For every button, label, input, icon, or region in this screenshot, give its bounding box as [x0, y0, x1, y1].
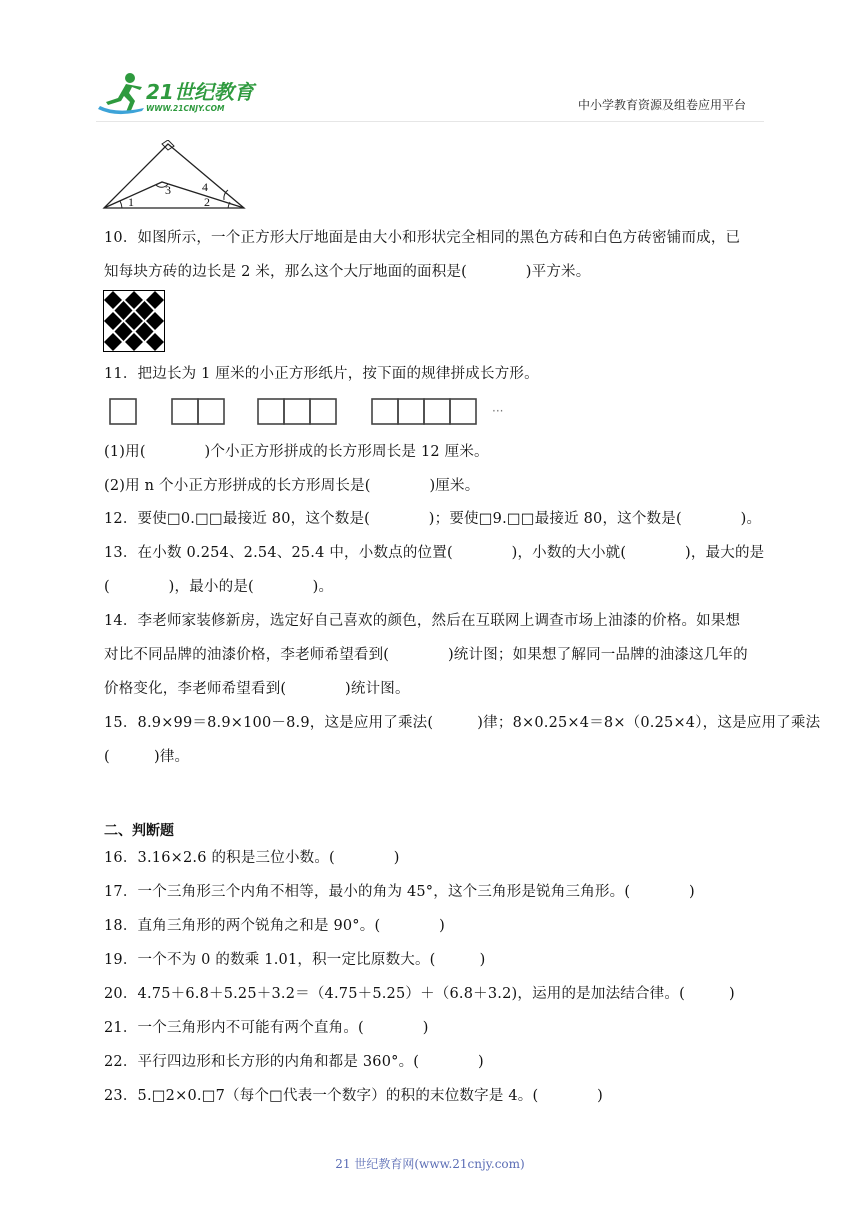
tile-floor-figure: [103, 290, 165, 352]
question-13-line1: 13．在小数 0.254、2.54、25.4 中，小数点的位置( )，小数的大小就( )，最大的是: [104, 545, 765, 561]
site-logo: [96, 68, 266, 118]
question-11-line1: 11．把边长为 1 厘米的小正方形纸片，按下面的规律拼成长方形。: [104, 366, 539, 382]
question-11-sub1: (1)用( )个小正方形拼成的长方形周长是 12 厘米。: [104, 444, 489, 460]
judge-item: 18．直角三角形的两个锐角之和是 90°。( ): [104, 918, 445, 934]
question-13-line2: ( )，最小的是( )。: [104, 579, 334, 595]
section-title-judgement: 二、判断题: [104, 823, 174, 839]
question-14-line2: 对比不同品牌的油漆价格，李老师希望看到( )统计图；如果想了解同一品牌的油漆这几年的: [104, 647, 748, 663]
question-15-line2: ( )律。: [104, 749, 190, 765]
runner-logo-icon: [98, 73, 144, 114]
header-divider: [96, 121, 764, 122]
judge-item: 22．平行四边形和长方形的内角和都是 360°。( ): [104, 1054, 484, 1070]
judge-item: 20．4.75＋6.8＋5.25＋3.2＝（4.75＋5.25）＋（6.8＋3.2)，运用的是加法结合律。( ): [104, 986, 735, 1002]
question-12: 12．要使□0.□□最接近 80，这个数是( )；要使□9.□□最接近 80，这个数是( )。: [104, 511, 762, 527]
judge-item: 21．一个三角形内不可能有两个直角。( ): [104, 1020, 429, 1036]
squares-pattern-figure: [108, 397, 518, 427]
judge-item: 16．3.16×2.6 的积是三位小数。( ): [104, 850, 400, 866]
angle-label-2: 2: [204, 195, 210, 209]
logo-url-text: WWW.21CNJY.COM: [146, 104, 225, 113]
judge-item: 19．一个不为 0 的数乘 1.01，积一定比原数大。( ): [104, 952, 486, 968]
question-11-sub2: (2)用 n 个小正方形拼成的长方形周长是( )厘米。: [104, 478, 480, 494]
triangle-figure: [100, 140, 250, 212]
angle-label-3: 3: [165, 183, 171, 197]
footer-site-text: 21 世纪教育网(www.21cnjy.com): [335, 1157, 525, 1171]
logo-text: 21世纪教育: [146, 80, 254, 104]
question-14-line3: 价格变化，李老师希望看到( )统计图。: [104, 681, 410, 697]
judge-item: 23．5.□2×0.□7（每个□代表一个数字）的积的末位数字是 4。( ): [104, 1088, 603, 1104]
angle-label-1: 1: [128, 195, 134, 209]
question-10-line1: 10．如图所示，一个正方形大厅地面是由大小和形状完全相同的黑色方砖和白色方砖密铺而成，已: [104, 230, 741, 246]
continuation-dots: ···: [492, 404, 504, 418]
question-10-line2: 知每块方砖的边长是 2 米，那么这个大厅地面的面积是( )平方米。: [104, 264, 591, 280]
question-14-line1: 14．李老师家装修新房，选定好自己喜欢的颜色，然后在互联网上调查市场上油漆的价格。如果想: [104, 613, 741, 629]
question-15-line1: 15．8.9×99＝8.9×100－8.9，这是应用了乘法( )律；8×0.25×4＝8×（0.25×4），这是应用了乘法: [104, 715, 821, 731]
judge-item: 17．一个三角形三个内角不相等，最小的角为 45°，这个三角形是锐角三角形。( ): [104, 884, 695, 900]
header-platform-text: 中小学教育资源及组卷应用平台: [578, 98, 747, 112]
angle-label-4: 4: [202, 180, 208, 194]
